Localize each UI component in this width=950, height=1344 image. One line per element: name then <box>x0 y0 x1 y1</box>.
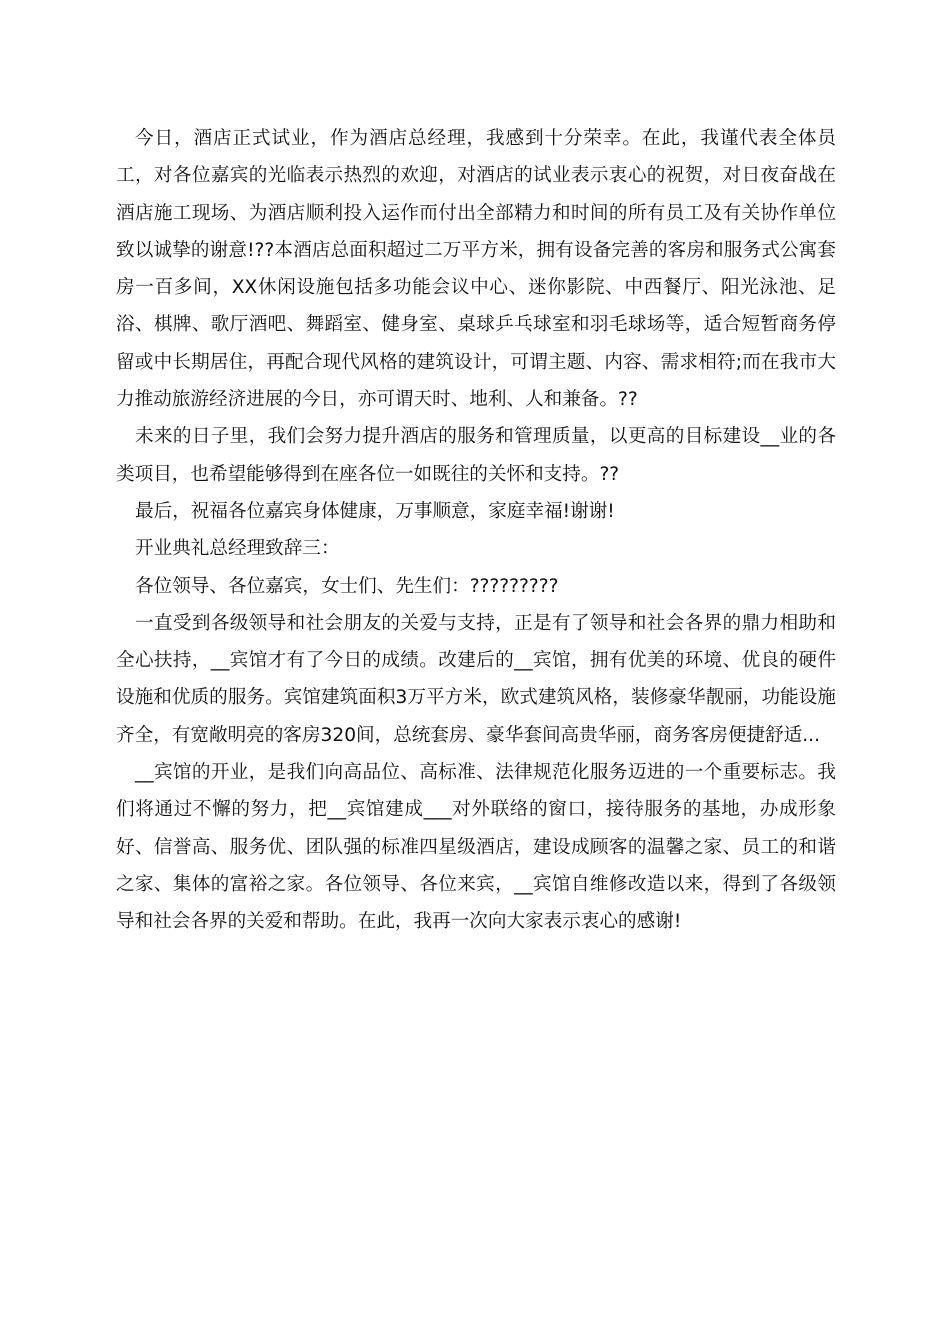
paragraph-opening-speech: 今日，酒店正式试业，作为酒店总经理，我感到十分荣幸。在此，我谨代表全体员工，对各位嘉宾的光临表示热烈的欢迎，对酒店的试业表示衷心的祝贺，对日夜奋战在酒店施工现场、为酒店顺利投入运作而付出全部精力和时间的所有员工及有关协作单位致以诚挚的谢意!??本酒店总面积超过二万平方米，拥有设备完善的客房和服务式公寓套房一百多间，XX休闲设施包括多功能会议中心、迷你影院、中西餐厅、阳光泳池、足浴、棋牌、歌厅酒吧、舞蹈室、健身室、桌球乒乓球室和羽毛球场等，适合短暂商务停留或中长期居住，再配合现代风格的建筑设计，可谓主题、内容、需求相符;而在我市大力推动旅游经济进展的今日，亦可谓天时、地利、人和兼备。?? <box>116 128 836 411</box>
paragraph-hotel-opening: __宾馆的开业，是我们向高品位、高标准、法律规范化服务迈进的一个重要标志。我们将通过不懈的努力，把__宾馆建成___对外联络的窗口，接待服务的基地，办成形象好、信誉高、服务优、团队强的标准四星级酒店，建设成顾客的温馨之家、员工的和谐之家、集体的富裕之家。各位领导、各位来宾，__宾馆自维修改造以来，得到了各级领导和社会各界的关爱和帮助。在此，我再一次向大家表示衷心的感谢! <box>116 762 836 933</box>
paragraph-hotel-intro: 一直受到各级领导和社会朋友的关爱与支持，正是有了领导和社会各界的鼎力相助和全心扶持，__宾馆才有了今日的成绩。改建后的__宾馆，拥有优美的环境、优良的硬件设施和优质的服务。宾馆建筑面积3万平方米，欧式建筑风格，装修豪华靓丽，功能设施齐全，有宽敞明亮的客房320间，总统套房、豪华套间高贵华丽，商务客房便捷舒适... <box>116 612 836 746</box>
document-body <box>116 120 836 941</box>
paragraph-section-heading: 开业典礼总经理致辞三： <box>135 538 340 560</box>
paragraph-closing-wishes: 最后，祝福各位嘉宾身体健康，万事顺意，家庭幸福!谢谢! <box>135 500 615 522</box>
paragraph-future: 未来的日子里，我们会努力提升酒店的服务和管理质量，以更高的目标建设__业的各类项目，也希望能够得到在座各位一如既往的关怀和支持。?? <box>116 426 836 485</box>
paragraph-salutation: 各位领导、各位嘉宾，女士们、先生们：????????? <box>135 575 559 597</box>
